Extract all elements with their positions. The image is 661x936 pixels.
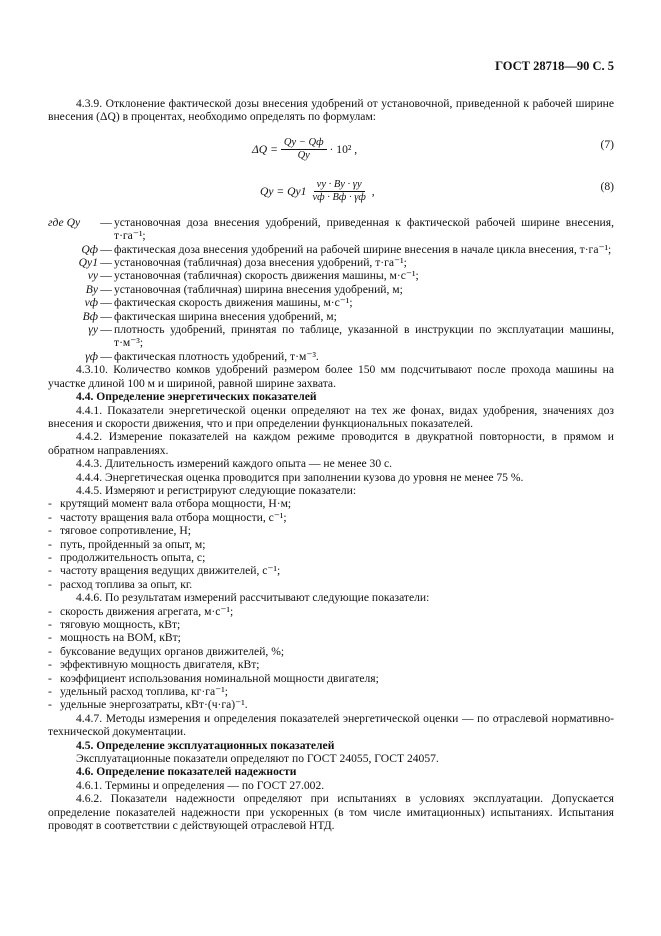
formula-7-lhs: ΔQ = <box>252 143 278 157</box>
paragraph-4-4-4: 4.4.4. Энергетическая оценка проводится при заполнении кузова до уровня не менее 75 %. <box>76 470 524 484</box>
definition-row: γу — плотность удобрений, принятая по таблице, указанной в инструкции по эксплуатации машины, т·м⁻³; <box>48 323 614 350</box>
definition-row: где Qу — установочная доза внесения удобрений, приведенная к фактической рабочей ширине внесения, т·га⁻¹; <box>48 215 614 243</box>
formula-7-fraction <box>281 137 327 162</box>
definition-text: фактическая скорость движения машины, м·с⁻¹; <box>114 296 353 310</box>
definition-symbol: vф <box>84 296 98 310</box>
definition-row: vу — установочная (табличная) скорость движения машины, м·с⁻¹; <box>48 269 614 282</box>
page-header: ГОСТ 28718—90 С. 5 <box>495 59 614 73</box>
paragraph-4-4-1: 4.4.1. Показатели энергетической оценки определяют на тех же фонах, видах удобрения, значениях доз внесения и скорости движения, что и при определении функциональных показателей. <box>48 403 614 430</box>
list-item: - скорость движения агрегата, м·с⁻¹; <box>48 604 234 618</box>
formula-8-fraction <box>309 179 368 204</box>
list-4-4-6 <box>48 605 614 712</box>
definition-symbol: Qф <box>81 242 98 256</box>
paragraph-4-6-1: 4.6.1. Термины и определения — по ГОСТ 27.002. <box>76 778 325 792</box>
definition-text: установочная (табличная) доза внесения удобрений, т·га⁻¹; <box>114 256 407 270</box>
list-item: - расход топлива за опыт, кг. <box>48 577 193 591</box>
formula-8-number: (8) <box>600 179 614 193</box>
definition-row: Qф — фактическая доза внесения удобрений на рабочей ширине внесения в начале цикла внесения, т·га⁻¹; <box>48 243 614 256</box>
definition-symbol: где Qу <box>48 215 81 229</box>
definition-symbol: vу <box>87 269 98 283</box>
list-item: - мощность на ВОМ, кВт; <box>48 631 181 645</box>
paragraph-4-3-10: 4.3.10. Количество комков удобрений размером более 150 мм подсчитывают после прохода машины на участке длиной 100 м и шириной, равной ширине захвата. <box>48 363 614 390</box>
list-item: - путь, пройденный за опыт, м; <box>48 537 206 551</box>
paragraph-4-4-5: 4.4.5. Измеряют и регистрируют следующие показатели: <box>76 483 357 497</box>
definition-row: vф — фактическая скорость движения машины, м·с⁻¹; <box>48 296 614 309</box>
formula-7 <box>48 136 614 164</box>
formula-8-numerator: vу · Bу · γу <box>314 179 365 192</box>
formula-8-tail: , <box>371 185 375 199</box>
list-item: - частоту вращения вала отбора мощности, с⁻¹; <box>48 510 287 524</box>
section-heading-4-6: 4.6. Определение показателей надежности <box>76 765 297 779</box>
definition-text: фактическая ширина внесения удобрений, м; <box>114 309 337 323</box>
formula-8-denominator: vф · Bф · γф <box>312 192 366 204</box>
paragraph-4-4-7: 4.4.7. Методы измерения и определения показателей энергетической оценки — по отраслевой нормативно-технической документации. <box>48 711 614 739</box>
definition-symbol: γу <box>88 323 98 337</box>
definition-text: фактическая доза внесения удобрений на рабочей ширине внесения в начале цикла внесения, т·га⁻¹; <box>114 242 612 256</box>
list-item: - тяговую мощность, кВт; <box>48 618 181 631</box>
list-item: - продолжительность опыта, с; <box>48 550 206 564</box>
list-item: - коэффициент использования номинальной мощности двигателя; <box>48 671 379 685</box>
definition-text: установочная доза внесения удобрений, приведенная к фактической рабочей ширине внесения, т·га⁻¹; <box>114 215 614 243</box>
list-4-4-5 <box>48 497 614 591</box>
formula-7-denominator: Qу <box>297 150 310 162</box>
definition-symbol: Qу1 <box>78 256 98 270</box>
list-item: - частоту вращения ведущих движителей, с⁻¹; <box>48 564 281 578</box>
list-item: - удельные энергозатраты, кВт·(ч·га)⁻¹. <box>48 698 248 712</box>
paragraph-4-3-9: 4.3.9. Отклонение фактической дозы внесения удобрений от установочной, приведенной к рабочей ширине внесения (ΔQ) в процентах, необходимо определять по формулам: <box>48 97 614 124</box>
definition-text: фактическая плотность удобрений, т·м⁻³. <box>114 349 319 363</box>
paragraph-4-5: Эксплуатационные показатели определяют по ГОСТ 24055, ГОСТ 24057. <box>76 752 439 766</box>
page-content <box>48 97 614 833</box>
formula-7-tail: · 10² , <box>329 143 358 157</box>
symbol-definitions <box>48 216 614 363</box>
definition-text: установочная (табличная) скорость движения машины, м·с⁻¹; <box>114 269 419 283</box>
definition-symbol: Bу <box>85 282 98 296</box>
definition-text: плотность удобрений, принятая по таблице, указанной в инструкции по эксплуатации машины, т·м⁻³; <box>114 323 614 350</box>
paragraph-4-4-2: 4.4.2. Измерение показателей на каждом режиме проводится в двукратной повторности, в прямом и обратном направлениях. <box>48 430 614 457</box>
definition-text: установочная (табличная) ширина внесения удобрений, м; <box>114 282 403 296</box>
definition-row: Bу — установочная (табличная) ширина внесения удобрений, м; <box>48 283 614 296</box>
formula-8-lhs: Qу = Qу1 <box>260 185 307 199</box>
formula-7-number: (7) <box>600 137 614 151</box>
definition-row: Bф — фактическая ширина внесения удобрений, м; <box>48 310 614 323</box>
paragraph-4-6-2: 4.6.2. Показатели надежности определяют при испытаниях в условиях эксплуатации. Допускается определение показателей надежности при ускоренных (в том числе имитационных) испытаниях. Испытания проводят в соответствии с действующей отраслевой НТД. <box>48 792 614 833</box>
section-heading-4-5: 4.5. Определение эксплуатационных показателей <box>76 738 335 752</box>
list-item: - тяговое сопротивление, Н; <box>48 524 191 538</box>
formula-8 <box>48 178 614 206</box>
list-item: - крутящий момент вала отбора мощности, Н·м; <box>48 497 292 511</box>
definition-symbol: Bф <box>82 309 98 323</box>
list-item: - буксование ведущих органов движителей, %; <box>48 644 285 658</box>
definition-row: γф — фактическая плотность удобрений, т·м⁻³. <box>48 350 614 363</box>
definition-symbol: γф <box>85 349 98 363</box>
formula-7-numerator: Qу − Qф <box>281 137 327 150</box>
list-item: - удельный расход топлива, кг·га⁻¹; <box>48 685 228 699</box>
definition-row: Qу1 — установочная (табличная) доза внесения удобрений, т·га⁻¹; <box>48 256 614 269</box>
section-heading-4-4: 4.4. Определение энергетических показателей <box>76 390 317 404</box>
paragraph-4-4-3: 4.4.3. Длительность измерений каждого опыта — не менее 30 с. <box>76 457 393 471</box>
list-item: - эффективную мощность двигателя, кВт; <box>48 658 260 672</box>
paragraph-4-4-6: 4.4.6. По результатам измерений рассчитывают следующие показатели: <box>76 591 430 605</box>
